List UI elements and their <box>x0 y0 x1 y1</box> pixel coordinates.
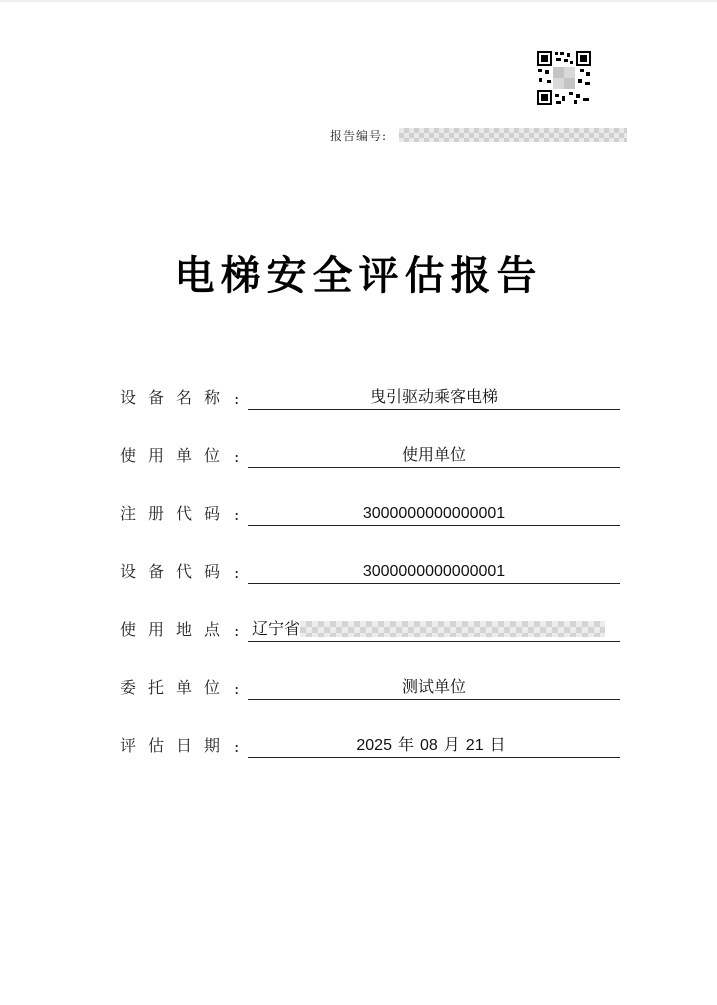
field-colon: : <box>234 621 240 640</box>
field-value <box>248 616 620 642</box>
date-month: 08 <box>419 737 438 754</box>
field-value: 测试单位 <box>248 674 620 700</box>
date-year: 2025 <box>356 737 392 754</box>
field-registration-code <box>120 496 620 526</box>
field-colon: : <box>234 679 240 698</box>
report-number-label: 报告编号: <box>330 128 388 143</box>
location-province: 辽宁省 <box>252 619 301 638</box>
field-label: 使用单位 <box>120 446 233 465</box>
field-label: 评估日期 <box>120 736 233 755</box>
field-label: 使用地点 <box>120 620 233 639</box>
field-equipment-code <box>120 554 620 584</box>
field-assessment-date <box>120 728 620 758</box>
field-value: 使用单位 <box>248 442 620 468</box>
field-colon: : <box>234 447 240 466</box>
field-user-unit <box>120 438 620 468</box>
field-value <box>248 732 620 758</box>
date-day: 21 <box>465 737 484 754</box>
field-colon: : <box>234 389 240 408</box>
field-colon: : <box>234 737 240 756</box>
field-label: 设备代码 <box>120 562 233 581</box>
field-value: 3000000000000001 <box>248 558 620 584</box>
location-redacted <box>300 621 605 637</box>
report-number-value-redacted <box>399 128 627 142</box>
field-value: 曳引驱动乘客电梯 <box>248 384 620 410</box>
date-month-unit: 月 <box>443 735 460 754</box>
field-usage-location <box>120 612 620 642</box>
date-day-unit: 日 <box>489 735 506 754</box>
date-year-unit: 年 <box>397 735 414 754</box>
qr-code-icon <box>536 50 592 106</box>
field-equipment-name <box>120 380 620 410</box>
field-label: 注册代码 <box>120 504 233 523</box>
field-colon: : <box>234 505 240 524</box>
field-colon: : <box>234 563 240 582</box>
report-title: 电梯安全评估报告 <box>174 252 543 299</box>
report-number <box>330 126 627 144</box>
field-entrusting-unit <box>120 670 620 700</box>
field-label: 委托单位 <box>120 678 233 697</box>
field-label: 设备名称 <box>120 388 233 407</box>
field-value: 3000000000000001 <box>248 500 620 526</box>
page-top-edge <box>0 0 717 2</box>
